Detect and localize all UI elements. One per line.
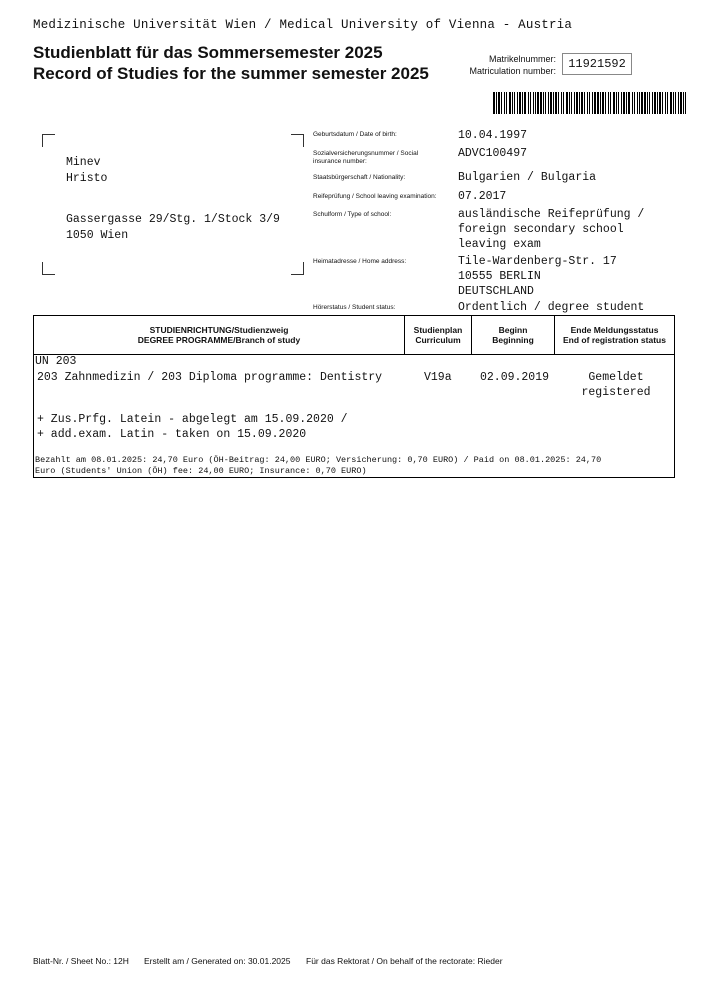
nationality-value: Bulgarien / Bulgaria [458, 171, 597, 184]
nationality-label: Staatsbürgerschaft / Nationality: [313, 174, 406, 181]
dob-value: 10.04.1997 [458, 129, 528, 142]
rectorate-signature: Für das Rektorat / On behalf of the rectorate: Rieder [306, 956, 503, 966]
payment-note-line: Bezahlt am 08.01.2025: 24,70 Euro (ÖH-Beitrag: 24,00 EURO; Versicherung: 0,70 EURO) / Paid on 08.01.2025: 24,70 [35, 455, 602, 465]
dob-label: Geburtsdatum / Date of birth: [313, 131, 397, 138]
address-corner-bottom-right [291, 262, 304, 275]
header-beginning [472, 316, 555, 354]
header-end-status-en: End of registration status [563, 335, 666, 345]
matriculation-label-de: Matrikelnummer: [488, 54, 556, 64]
school-type-value [458, 207, 644, 252]
registration-status-de: Gemeldet [588, 371, 644, 384]
home-address-label: Heimatadresse / Home address: [313, 258, 407, 265]
address-given-name: Hristo [66, 172, 108, 185]
home-address-line: Tile-Wardenberg-Str. 17 [458, 255, 617, 268]
header-end-status [555, 316, 674, 354]
home-address-line: DEUTSCHLAND [458, 285, 534, 298]
university-name: Medizinische Universität Wien / Medical University of Vienna - Austria [33, 18, 573, 32]
school-exam-label: Reifeprüfung / School leaving examination: [313, 193, 437, 200]
payment-note [35, 455, 675, 477]
address-city: 1050 Wien [66, 229, 129, 242]
title-german: Studienblatt für das Sommersemester 2025 [33, 43, 383, 62]
programme-code: UN 203 [35, 355, 77, 368]
header-curriculum [405, 316, 472, 354]
studies-table [33, 315, 675, 478]
header-programme-de: STUDIENRICHTUNG/Studienzweig [149, 325, 289, 335]
home-address-value [458, 254, 617, 299]
programme-name: 203 Zahnmedizin / 203 Diploma programme: Dentistry [37, 371, 383, 384]
generated-date: Erstellt am / Generated on: 30.01.2025 [144, 956, 291, 966]
matriculation-number: 11921592 [562, 53, 632, 75]
header-programme [34, 316, 405, 354]
school-type-line: ausländische Reifeprüfung / [458, 208, 645, 221]
address-corner-top-right [291, 134, 304, 147]
address-corner-top-left [42, 134, 55, 147]
student-status-label: Hörerstatus / Student status: [313, 304, 396, 311]
address-surname: Minev [66, 156, 101, 169]
registration-status-en: registered [581, 386, 651, 399]
additional-exam-de: + Zus.Prfg. Latein - abgelegt am 15.09.2020 / [37, 413, 348, 426]
ssn-value: ADVC100497 [458, 147, 528, 160]
document-title [33, 42, 429, 84]
matriculation-label [452, 53, 556, 77]
barcode [493, 92, 686, 114]
beginning-value: 02.09.2019 [480, 371, 550, 384]
registration-status [560, 370, 672, 400]
additional-exam [37, 412, 348, 442]
student-status-value: Ordentlich / degree student [458, 301, 645, 314]
title-english: Record of Studies for the summer semester 2025 [33, 64, 429, 83]
sheet-number: Blatt-Nr. / Sheet No.: 12H [33, 956, 129, 966]
address-street: Gassergasse 29/Stg. 1/Stock 3/9 [66, 213, 280, 226]
ssn-label: Sozialversicherungsnummer / Social insurance number: [313, 150, 419, 165]
header-beginning-en: Beginning [492, 335, 534, 345]
matriculation-label-en: Matriculation number: [469, 66, 556, 76]
header-programme-en: DEGREE PROGRAMME/Branch of study [137, 335, 301, 345]
header-end-status-de: Ende Meldungsstatus [570, 325, 659, 335]
header-beginning-de: Beginn [498, 325, 528, 335]
address-corner-bottom-left [42, 262, 55, 275]
school-exam-value: 07.2017 [458, 190, 507, 203]
payment-note-line: Euro (Students' Union (ÖH) fee: 24,00 EURO; Insurance: 0,70 EURO) [35, 466, 367, 476]
home-address-line: 10555 BERLIN [458, 270, 541, 283]
header-curriculum-de: Studienplan [413, 325, 463, 335]
school-type-line: foreign secondary school [458, 223, 624, 236]
additional-exam-en: + add.exam. Latin - taken on 15.09.2020 [37, 428, 307, 441]
header-curriculum-en: Curriculum [415, 335, 461, 345]
table-divider [34, 354, 674, 355]
school-type-line: leaving exam [458, 238, 541, 251]
school-type-label: Schulform / Type of school: [313, 211, 392, 218]
curriculum-value: V19a [424, 371, 452, 384]
